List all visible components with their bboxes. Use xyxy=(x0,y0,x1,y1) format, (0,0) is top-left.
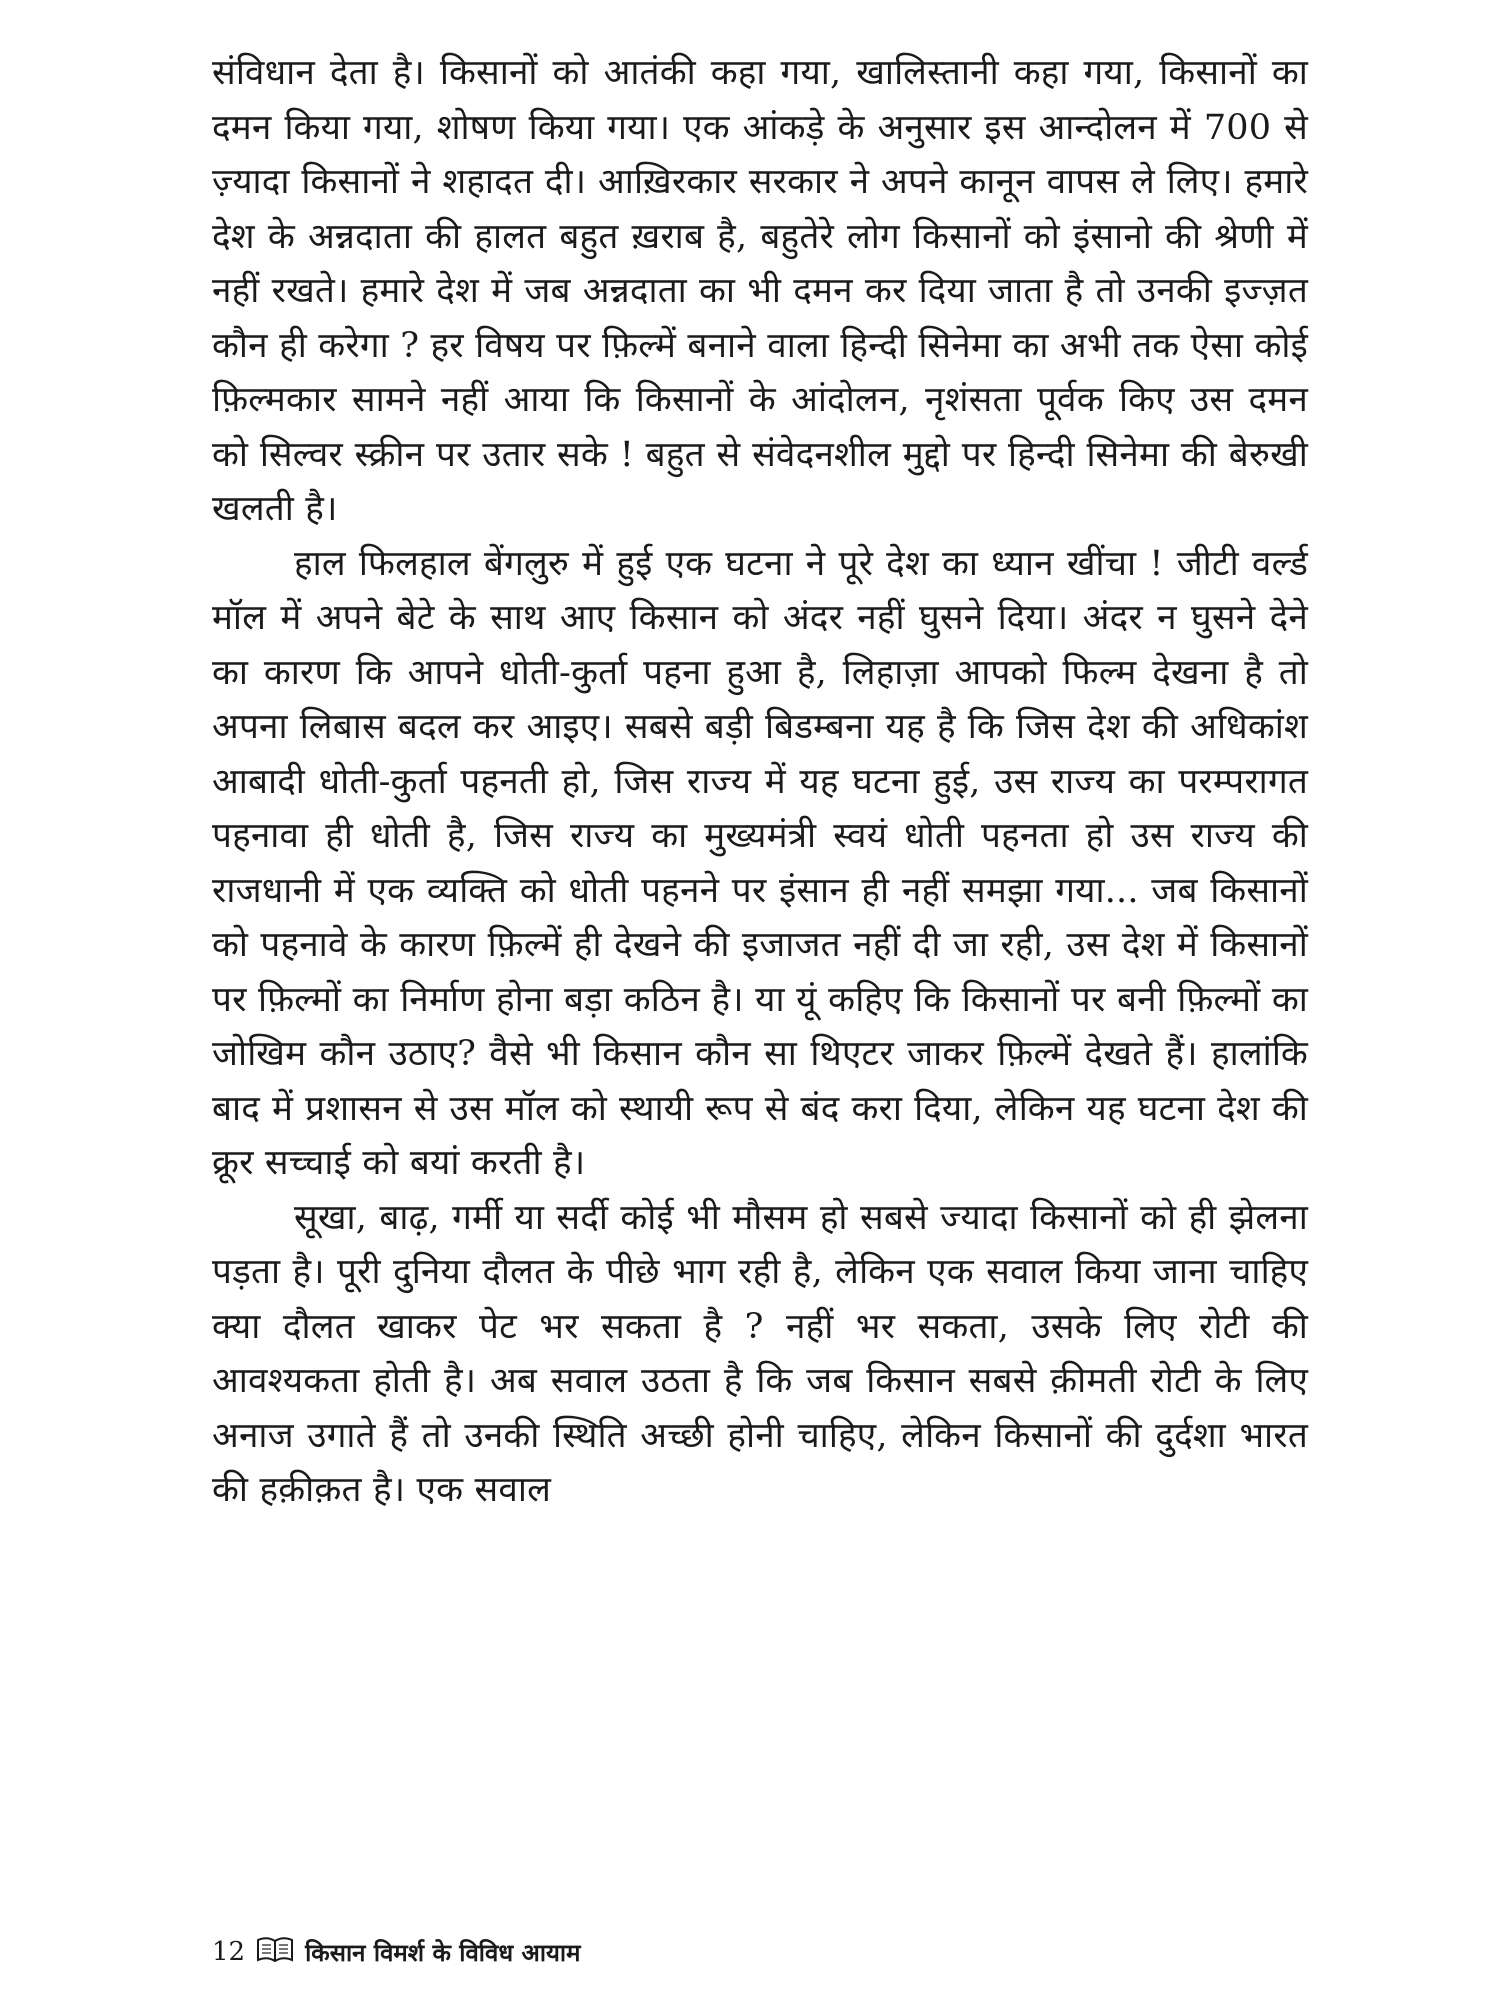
open-book-icon xyxy=(255,1935,295,1969)
page-number: 12 xyxy=(212,1937,246,1967)
paragraph-3: सूखा, बाढ़, गर्मी या सर्दी कोई भी मौसम हो सबसे ज्यादा किसानों को ही झेलना पड़ता है। पूरी दुनिया दौलत के पीछे भाग रही है, लेकिन एक सवाल किया जाना चाहिए क्या दौलत खाकर पेट भर सकता है ? नहीं भर सकता, उसके लिए रोटी की आवश्यकता होती है। अब सवाल उठता है कि जब किसान सबसे क़ीमती रोटी के लिए अनाज उगाते हैं तो उनकी स्थिति अच्छी होनी चाहिए, लेकिन किसानों की दुर्दशा भारत की हक़ीक़त है। एक सवाल xyxy=(212,1197,1308,1510)
paragraph-1: संविधान देता है। किसानों को आतंकी कहा गया, खालिस्तानी कहा गया, किसानों का दमन किया गया, शोषण किया गया। एक आंकड़े के अनुसार इस आन्दोलन में 700 से ज़्यादा किसानों ने शहादत दी। आख़िरकार सरकार ने अपने कानून वापस ले लिए। हमारे देश के अन्नदाता की हालत बहुत ख़राब है, बहुतेरे लोग किसानों को इंसानो की श्रेणी में नहीं रखते। हमारे देश में जब अन्नदाता का भी दमन कर दिया जाता है तो उनकी इज्ज़त कौन ही करेगा ? हर विषय पर फ़िल्में बनाने वाला हिन्दी सिनेमा का अभी तक ऐसा कोई फ़िल्मकार सामने नहीं आया कि किसानों के आंदोलन, नृशंसता पूर्वक किए उस दमन को सिल्वर स्क्रीन पर उतार सके ! बहुत से संवेदनशील मुद्दो पर हिन्दी सिनेमा की बेरुखी खलती है। xyxy=(212,53,1308,529)
page-footer xyxy=(212,1932,580,1972)
paragraph-2: हाल फिलहाल बेंगलुरु में हुई एक घटना ने पूरे देश का ध्यान खींचा ! जीटी वर्ल्ड मॉल में अपने बेटे के साथ आए किसान को अंदर नहीं घुसने दिया। अंदर न घुसने देने का कारण कि आपने धोती-कुर्ता पहना हुआ है, लिहाज़ा आपको फिल्म देखना है तो अपना लिबास बदल कर आइए। सबसे बड़ी बिडम्बना यह है कि जिस देश की अधिकांश आबादी धोती-कुर्ता पहनती हो, जिस राज्य में यह घटना हुई, उस राज्य का परम्परागत पहनावा ही धोती है, जिस राज्य का मुख्यमंत्री स्वयं धोती पहनता हो उस राज्य की राजधानी में एक व्यक्ति को धोती पहनने पर इंसान ही नहीं समझा गया... जब किसानों को पहनावे के कारण फ़िल्में ही देखने की इजाजत नहीं दी जा रही, उस देश में किसानों पर फ़िल्मों का निर्माण होना बड़ा कठिन है। या यूं कहिए कि किसानों पर बनी फ़िल्मों का जोखिम कौन उठाए? वैसे भी किसान कौन सा थिएटर जाकर फ़िल्में देखते हैं। हालांकि बाद में प्रशासन से उस मॉल को स्थायी रूप से बंद करा दिया, लेकिन यह घटना देश की क्रूर सच्चाई को बयां करती है। xyxy=(212,543,1308,1183)
book-title: किसान विमर्श के विविध आयाम xyxy=(305,1938,581,1967)
page-body xyxy=(212,46,1308,1518)
